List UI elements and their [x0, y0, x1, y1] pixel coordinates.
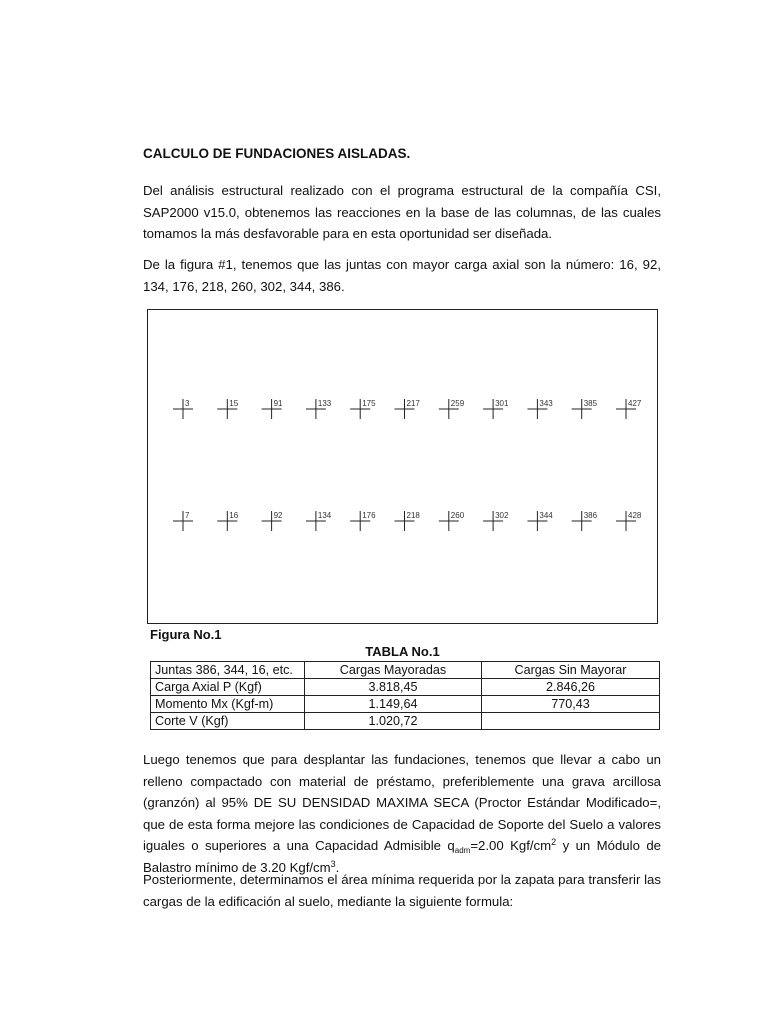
joint-marker [572, 511, 598, 531]
joint-label: 217 [406, 399, 420, 408]
table-cell: 2.846,26 [482, 679, 660, 696]
joint-marker [306, 511, 332, 531]
joint-label: 427 [628, 399, 642, 408]
joint-label: 301 [495, 399, 509, 408]
joint-label: 385 [583, 399, 598, 408]
joint-marker [262, 511, 283, 531]
table-cell: 3.818,45 [305, 679, 482, 696]
joint-label: 133 [317, 399, 332, 408]
table-caption: TABLA No.1 [365, 644, 440, 659]
joint-marker [217, 511, 238, 531]
paragraph-text: =2.00 Kgf/cm [470, 838, 552, 853]
joint-marker [527, 399, 553, 419]
paragraph-minimum-area: Posteriormente, determinamos el área mínima requerida por la zapata para transferir las cargas de la edificación al suelo, mediante la siguiente formula: [143, 872, 661, 909]
joint-label: 343 [539, 399, 553, 408]
joint-marker [350, 511, 376, 531]
table-cell: Momento Mx (Kgf-m) [151, 696, 305, 713]
joint-label: 218 [406, 511, 420, 520]
joint-label: 15 [229, 399, 239, 408]
joint-marker [439, 511, 465, 531]
figure-caption: Figura No.1 [150, 627, 222, 642]
subscript-adm: adm [454, 846, 471, 855]
joint-marker [395, 399, 421, 419]
joint-label: 176 [362, 511, 376, 520]
superscript: 3 [330, 858, 336, 869]
paragraph-fill-requirements [143, 749, 661, 878]
joint-marker [483, 511, 509, 531]
joint-label: 91 [273, 399, 283, 408]
joint-marker [173, 511, 193, 531]
joint-label: 259 [450, 399, 465, 408]
joint-plan-drawing [148, 310, 659, 625]
table-cell: Carga Axial P (Kgf) [151, 679, 305, 696]
paragraph-text: Luego tenemos que para desplantar las fundaciones, tenemos que llevar a cabo un relleno compactado con material de préstamo, preferiblemente una grava arcillosa (granzón) al 95% DE SU DENSIDAD MAXIMA SECA (Proctor Estándar Modificado=, que de esta forma mejore las condiciones de Capacidad de Soporte del Suelo a valores iguales o superiores a una Capacidad Admisible q [143, 752, 661, 853]
table-row [151, 713, 660, 730]
joint-label: 260 [450, 511, 465, 520]
joint-label: 3 [185, 399, 190, 408]
joint-label: 134 [317, 511, 332, 520]
joint-marker [572, 399, 598, 419]
joint-marker [350, 399, 376, 419]
joint-marker [306, 399, 332, 419]
table-header-cell: Cargas Mayoradas [305, 662, 482, 679]
loads-table [150, 661, 660, 730]
joint-label: 7 [185, 511, 190, 520]
paragraph-joints: De la figura #1, tenemos que las juntas con mayor carga axial son la número: 16, 92, 134, 176, 218, 260, 302, 344, 386. [143, 257, 661, 294]
joint-label: 302 [495, 511, 509, 520]
paragraph-text: . [335, 859, 340, 875]
joint-marker [439, 399, 465, 419]
table-header-row [151, 662, 660, 679]
joint-marker [395, 511, 421, 531]
joint-label: 175 [362, 399, 376, 408]
joint-marker [262, 399, 283, 419]
joint-marker [527, 511, 553, 531]
joint-plan-figure [147, 309, 658, 624]
paragraph-text: y un Módulo de Balastro mínimo de 3.20 Kgf/cm [143, 838, 661, 875]
joint-marker [483, 399, 509, 419]
joint-label: 344 [539, 511, 553, 520]
joint-label: 16 [229, 511, 239, 520]
joint-label: 386 [583, 511, 598, 520]
joint-marker [616, 511, 642, 531]
joint-label: 92 [273, 511, 283, 520]
section-heading: CALCULO DE FUNDACIONES AISLADAS. [143, 146, 411, 161]
table-row [151, 696, 660, 713]
table-header-cell: Cargas Sin Mayorar [482, 662, 660, 679]
joint-marker [173, 399, 193, 419]
table-header-cell: Juntas 386, 344, 16, etc. [151, 662, 305, 679]
joint-marker [616, 399, 642, 419]
joint-label: 428 [628, 511, 642, 520]
table-row [151, 679, 660, 696]
superscript: 2 [551, 837, 557, 847]
table-cell: 1.020,72 [305, 713, 482, 730]
table-cell: Corte V (Kgf) [151, 713, 305, 730]
joint-marker [217, 399, 238, 419]
table-cell [482, 713, 660, 730]
table-cell: 770,43 [482, 696, 660, 713]
paragraph-analysis: Del análisis estructural realizado con el programa estructural de la compañía CSI, SAP2000 v15.0, obtenemos las reacciones en la base de las columnas, de las cuales tomamos la más desfavorable para en esta oportunidad ser diseñada. [143, 183, 661, 241]
table-cell: 1.149,64 [305, 696, 482, 713]
